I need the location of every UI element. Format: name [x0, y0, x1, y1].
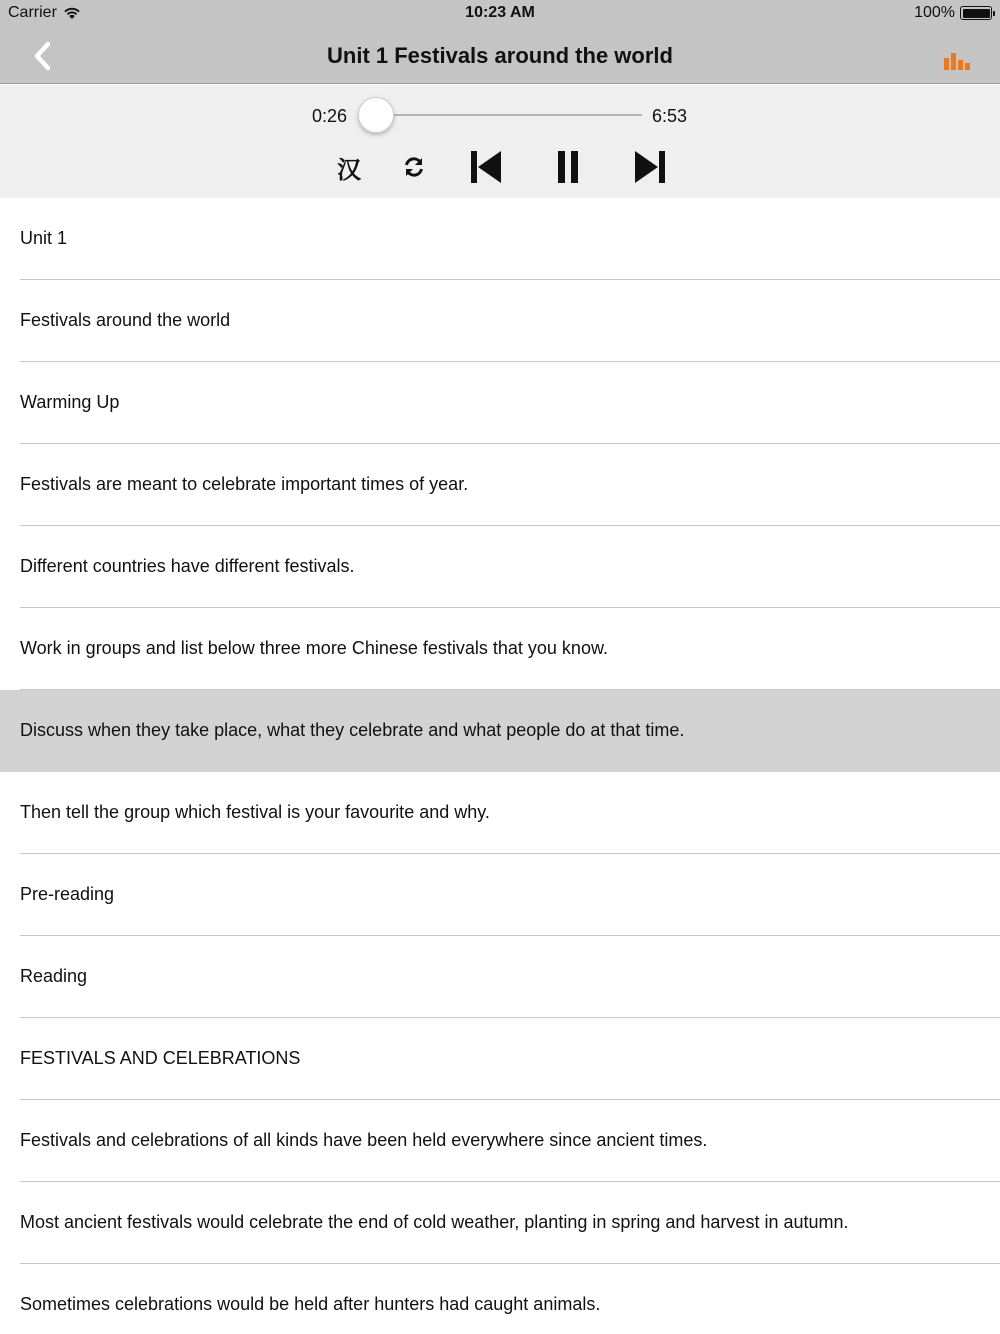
next-button[interactable] [630, 147, 670, 187]
sentence-row[interactable] [0, 854, 1000, 936]
sentence-row[interactable] [0, 608, 1000, 690]
sentence-row[interactable] [0, 362, 1000, 444]
sentence-text: Festivals around the world [20, 310, 231, 330]
battery-icon [960, 6, 992, 20]
sentence-text: Different countries have different festivals. [20, 556, 355, 576]
battery-percent: 100% [914, 4, 955, 21]
page-title: Unit 1 Festivals around the world [327, 43, 673, 68]
sentence-row[interactable] [0, 1100, 1000, 1182]
sentence-text: Reading [20, 966, 88, 986]
sentence-text: Warming Up [20, 392, 120, 412]
loop-icon [402, 155, 426, 179]
sentence-text: Discuss when they take place, what they celebrate and what people do at that time. [20, 720, 685, 740]
status-bar [0, 0, 1000, 28]
nav-bar [0, 28, 1000, 84]
sentence-text: Work in groups and list below three more Chinese festivals that you know. [20, 638, 608, 658]
total-time: 6:53 [652, 106, 688, 126]
sentence-row[interactable] [0, 1264, 1000, 1334]
carrier-label: Carrier [8, 4, 57, 21]
equalizer-button[interactable] [944, 52, 974, 72]
sentence-text: Then tell the group which festival is your favourite and why. [20, 802, 490, 822]
translate-button[interactable]: 汉 [337, 155, 361, 184]
sentence-text: Most ancient festivals would celebrate the end of cold weather, planting in spring and harvest in autumn. [20, 1212, 849, 1232]
pause-icon [556, 150, 580, 184]
skip-previous-icon [468, 150, 504, 184]
skip-next-icon [632, 150, 668, 184]
progress-slider[interactable] [358, 97, 642, 133]
sentence-text: Unit 1 [20, 228, 68, 248]
loop-button[interactable] [398, 147, 430, 187]
sentence-text: Festivals are meant to celebrate important times of year. [20, 474, 469, 494]
equalizer-icon [944, 52, 974, 72]
sentence-row[interactable] [0, 936, 1000, 1018]
sentence-row[interactable] [0, 444, 1000, 526]
current-time: 0:26 [312, 106, 348, 126]
sentence-list [0, 198, 1000, 1334]
previous-button[interactable] [466, 147, 506, 187]
sentence-text: Sometimes celebrations would be held after hunters had caught animals. [20, 1294, 601, 1314]
pause-button[interactable] [552, 147, 584, 187]
sentence-row[interactable] [0, 1018, 1000, 1100]
sentence-text: Festivals and celebrations of all kinds have been held everywhere since ancient times. [20, 1130, 708, 1150]
sentence-row[interactable] [0, 772, 1000, 854]
status-time: 10:23 AM [465, 4, 535, 21]
sentence-row[interactable] [0, 1182, 1000, 1264]
sentence-row[interactable] [0, 198, 1000, 280]
sentence-row[interactable] [0, 280, 1000, 362]
sentence-row[interactable] [0, 526, 1000, 608]
slider-track [358, 114, 642, 116]
sentence-row[interactable] [0, 690, 1000, 772]
slider-thumb[interactable] [358, 97, 394, 133]
sentence-text: Pre-reading [20, 884, 115, 904]
sentence-text: FESTIVALS AND CELEBRATIONS [20, 1048, 301, 1068]
status-right [914, 4, 992, 22]
audio-player [0, 85, 1000, 198]
